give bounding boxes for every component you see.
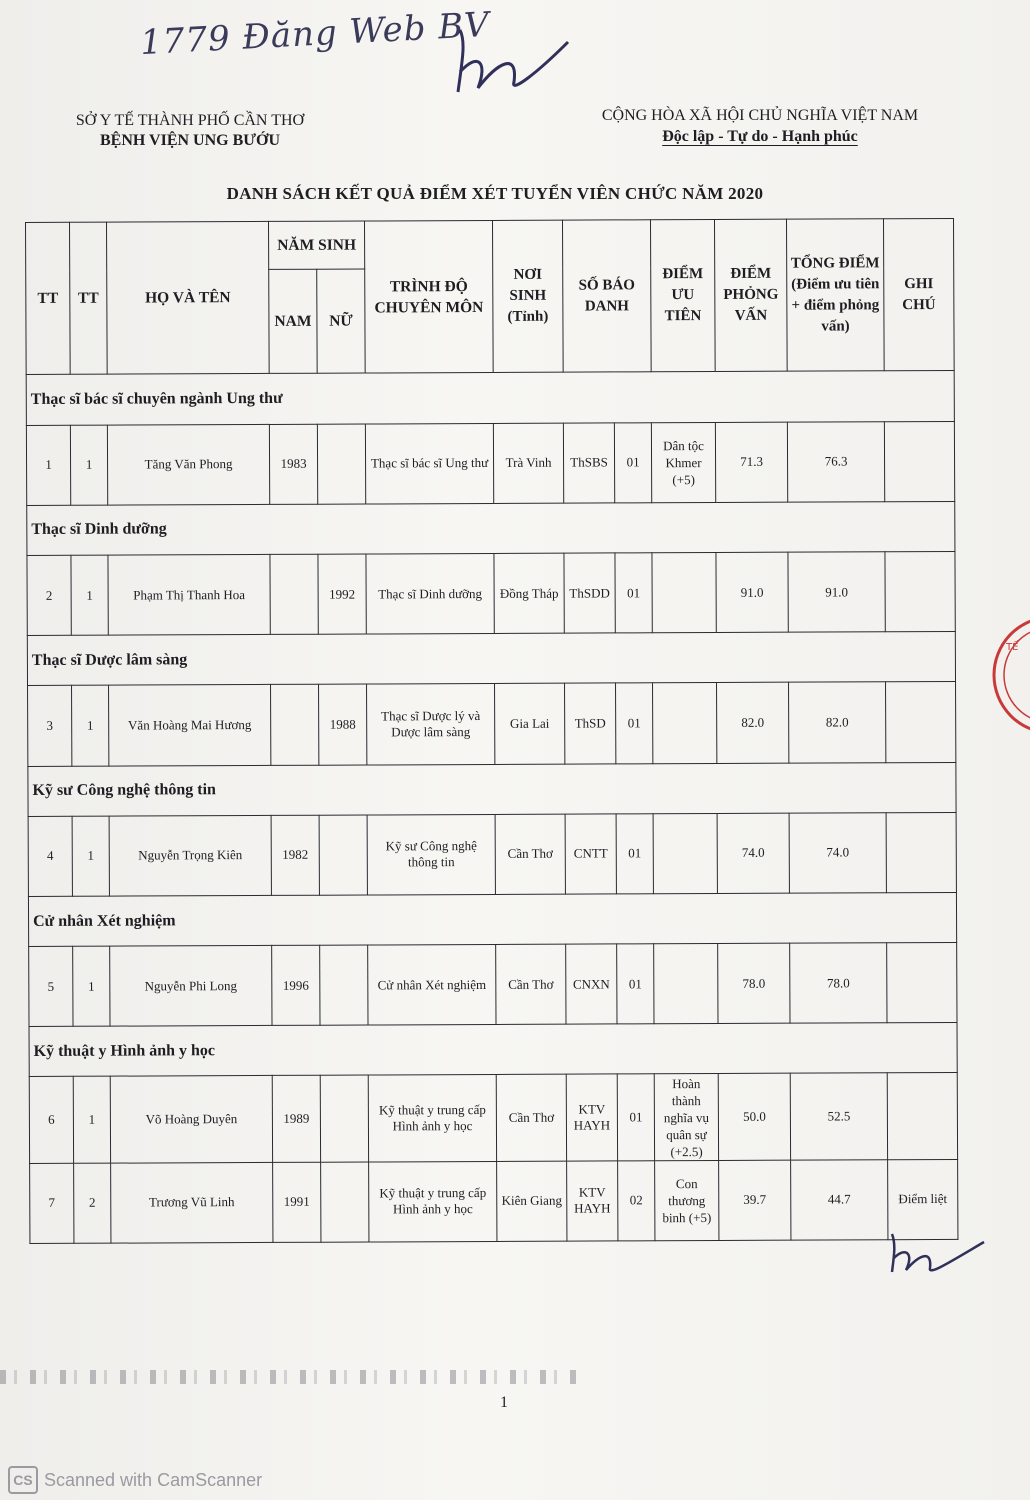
cell-number: 01 (617, 944, 654, 1024)
cell-birthplace: Cần Thơ (495, 814, 565, 895)
cell-male: 1983 (269, 424, 317, 504)
col-note: GHI CHÚ (884, 218, 955, 371)
col-name: HỌ VÀ TÊN (107, 221, 270, 374)
cell-code: CNTT (565, 814, 616, 894)
cell-birthplace: Trà Vinh (493, 423, 563, 504)
cell-note (886, 812, 956, 893)
cell-number: 01 (616, 813, 653, 893)
cell-tt2: 1 (71, 555, 108, 635)
cell-tt2: 1 (73, 1077, 110, 1163)
cell-total: 44.7 (791, 1159, 888, 1240)
cell-note (886, 682, 956, 763)
cell-female (320, 945, 368, 1025)
cell-total: 52.5 (790, 1073, 887, 1160)
cell-interview: 78.0 (718, 943, 790, 1024)
cell-male (271, 685, 319, 765)
cell-birthplace: Gia Lai (495, 683, 565, 764)
agency-header (40, 112, 340, 150)
cell-female (320, 1075, 368, 1161)
cell-number: 01 (617, 1074, 654, 1160)
handwritten-note: 1779 Đăng Web BV (139, 4, 491, 64)
cell-male: 1991 (273, 1162, 321, 1243)
cell-priority: Hoàn thành nghĩa vụ quân sự (+2.5) (654, 1074, 718, 1161)
cell-tt: 1 (26, 425, 70, 505)
cell-note (884, 421, 954, 502)
cell-note: Điểm liệt (888, 1159, 958, 1240)
cell-number: 02 (618, 1160, 655, 1240)
cell-total: 76.3 (787, 421, 884, 502)
cell-interview: 91.0 (716, 552, 788, 633)
table-row (29, 943, 957, 1027)
cell-total: 82.0 (789, 682, 886, 763)
cell-priority: Dân tộc Khmer (+5) (651, 422, 715, 503)
cell-qualification: Thạc sĩ bác sĩ Ung thư (365, 423, 493, 504)
cell-name: Nguyễn Trọng Kiên (109, 815, 271, 896)
country-name: CỘNG HÒA XÃ HỘI CHỦ NGHĨA VIỆT NAM (601, 107, 919, 124)
cell-code: ThSDD (564, 553, 615, 633)
cell-male: 1989 (272, 1076, 320, 1162)
cell-male (270, 554, 318, 634)
cell-name: Võ Hoàng Duyên (110, 1076, 272, 1163)
cell-code: ThSBS (563, 423, 614, 503)
col-birthplace: NƠI SINH (Tỉnh) (493, 220, 564, 373)
col-tt: TT (26, 222, 71, 375)
cell-tt2: 2 (74, 1163, 111, 1243)
cell-code: KTV HAYH (567, 1161, 618, 1242)
cell-birthplace: Cần Thơ (496, 1075, 566, 1162)
cell-qualification: Thạc sĩ Dược lý và Dược lâm sàng (367, 684, 495, 765)
cell-female: 1988 (319, 684, 367, 764)
section-title: Thạc sĩ bác sĩ chuyên ngành Ung thư (26, 371, 954, 425)
cell-name: Tăng Văn Phong (107, 424, 269, 505)
scan-smudge (0, 1370, 580, 1384)
cell-code: KTV HAYH (566, 1074, 617, 1160)
cell-qualification: Kỹ thuật y trung cấp Hình ảnh y học (368, 1075, 496, 1162)
cell-birthplace: Cần Thơ (496, 944, 566, 1025)
scanner-watermark (8, 1466, 262, 1494)
cell-interview: 71.3 (715, 422, 787, 503)
hospital-name: BỆNH VIỆN UNG BƯỚU (99, 132, 281, 149)
cell-qualification: Kỹ thuật y trung cấp Hình ảnh y học (369, 1161, 497, 1242)
cell-interview: 82.0 (717, 683, 789, 764)
cell-tt2: 1 (72, 816, 109, 896)
col-qualification: TRÌNH ĐỘ CHUYÊN MÔN (365, 220, 494, 373)
cell-qualification: Cử nhân Xét nghiệm (368, 945, 496, 1026)
cell-qualification: Kỹ sư Công nghệ thông tin (367, 814, 495, 895)
col-tt-group: TT (70, 222, 108, 375)
table-row (26, 421, 954, 505)
cell-total: 91.0 (788, 552, 885, 633)
cell-tt: 2 (27, 555, 71, 635)
red-seal-stamp (990, 610, 1030, 740)
camscanner-logo-icon: CS (8, 1466, 38, 1494)
results-table (25, 218, 958, 1244)
cell-name: Văn Hoàng Mai Hương (109, 685, 271, 766)
cell-number: 01 (616, 683, 653, 763)
cell-name: Trương Vũ Linh (111, 1162, 273, 1243)
cell-priority: Con thương binh (+5) (655, 1160, 719, 1241)
cell-interview: 50.0 (718, 1074, 790, 1161)
section-title: Thạc sĩ Dinh dưỡng (27, 501, 955, 555)
cell-tt2: 1 (73, 946, 110, 1026)
document-title: DANH SÁCH KẾT QUẢ ĐIỂM XÉT TUYỂN VIÊN CHỨC NĂM 2020 (226, 184, 764, 203)
col-candidate-number: SỐ BÁO DANH (563, 220, 652, 373)
cell-female (317, 424, 365, 504)
signature-top (448, 22, 578, 102)
cell-tt: 6 (29, 1077, 73, 1163)
col-interview-score: ĐIỂM PHỎNG VẤN (715, 219, 788, 372)
cell-tt: 7 (30, 1163, 74, 1243)
cell-note (887, 943, 957, 1024)
cell-male: 1982 (271, 815, 319, 895)
col-male: NAM (269, 269, 317, 374)
national-motto: Độc lập - Tự do - Hạnh phúc (662, 128, 858, 145)
cell-total: 74.0 (789, 812, 886, 893)
section-title: Kỹ sư Công nghệ thông tin (28, 762, 956, 816)
col-female: NỮ (317, 269, 365, 374)
cell-code: CNXN (566, 944, 617, 1024)
cell-female: 1992 (318, 554, 366, 634)
cell-female (319, 815, 367, 895)
cell-tt: 4 (28, 816, 72, 896)
cell-number: 01 (614, 422, 651, 502)
table-row (27, 551, 955, 635)
scanner-text: Scanned with CamScanner (44, 1469, 263, 1490)
cell-priority (653, 683, 717, 764)
page-number: 1 (500, 1394, 508, 1411)
section-title: Thạc sĩ Dược lâm sàng (27, 632, 955, 686)
cell-total: 78.0 (790, 943, 887, 1024)
col-priority-score: ĐIỂM ƯU TIÊN (651, 219, 716, 372)
cell-male: 1996 (272, 945, 320, 1025)
cell-priority (654, 944, 718, 1025)
cell-female (321, 1162, 369, 1243)
section-title: Cử nhân Xét nghiệm (28, 892, 956, 946)
cell-birthplace: Kiên Giang (497, 1161, 567, 1242)
cell-name: Phạm Thị Thanh Hoa (108, 554, 270, 635)
cell-birthplace: Đồng Tháp (494, 553, 564, 634)
cell-qualification: Thạc sĩ Dinh dưỡng (366, 553, 494, 634)
cell-tt: 3 (28, 686, 72, 766)
section-title: Kỹ thuật y Hình ảnh y học (29, 1023, 957, 1077)
national-header (560, 107, 960, 146)
table-row (28, 682, 956, 766)
cell-code: ThSD (565, 683, 616, 763)
cell-priority (652, 552, 716, 633)
table-row (29, 1073, 957, 1163)
cell-tt2: 1 (72, 685, 109, 765)
cell-note (887, 1073, 957, 1160)
svg-text:TẾ: TẾ (1006, 642, 1019, 653)
cell-interview: 74.0 (717, 813, 789, 894)
table-row (28, 812, 956, 896)
cell-name: Nguyễn Phi Long (110, 946, 272, 1027)
table-row (30, 1159, 958, 1243)
col-total-score: TỔNG ĐIỂM (Điểm ưu tiên + điểm phỏng vấn) (787, 219, 885, 372)
cell-note (885, 551, 955, 632)
cell-tt2: 1 (70, 425, 107, 505)
cell-tt: 5 (29, 946, 73, 1026)
col-birth-year: NĂM SINH (268, 221, 364, 270)
department-name: SỞ Y TẾ THÀNH PHỐ CẦN THƠ (75, 112, 305, 129)
cell-priority (653, 813, 717, 894)
cell-number: 01 (615, 553, 652, 633)
cell-interview: 39.7 (719, 1160, 791, 1241)
